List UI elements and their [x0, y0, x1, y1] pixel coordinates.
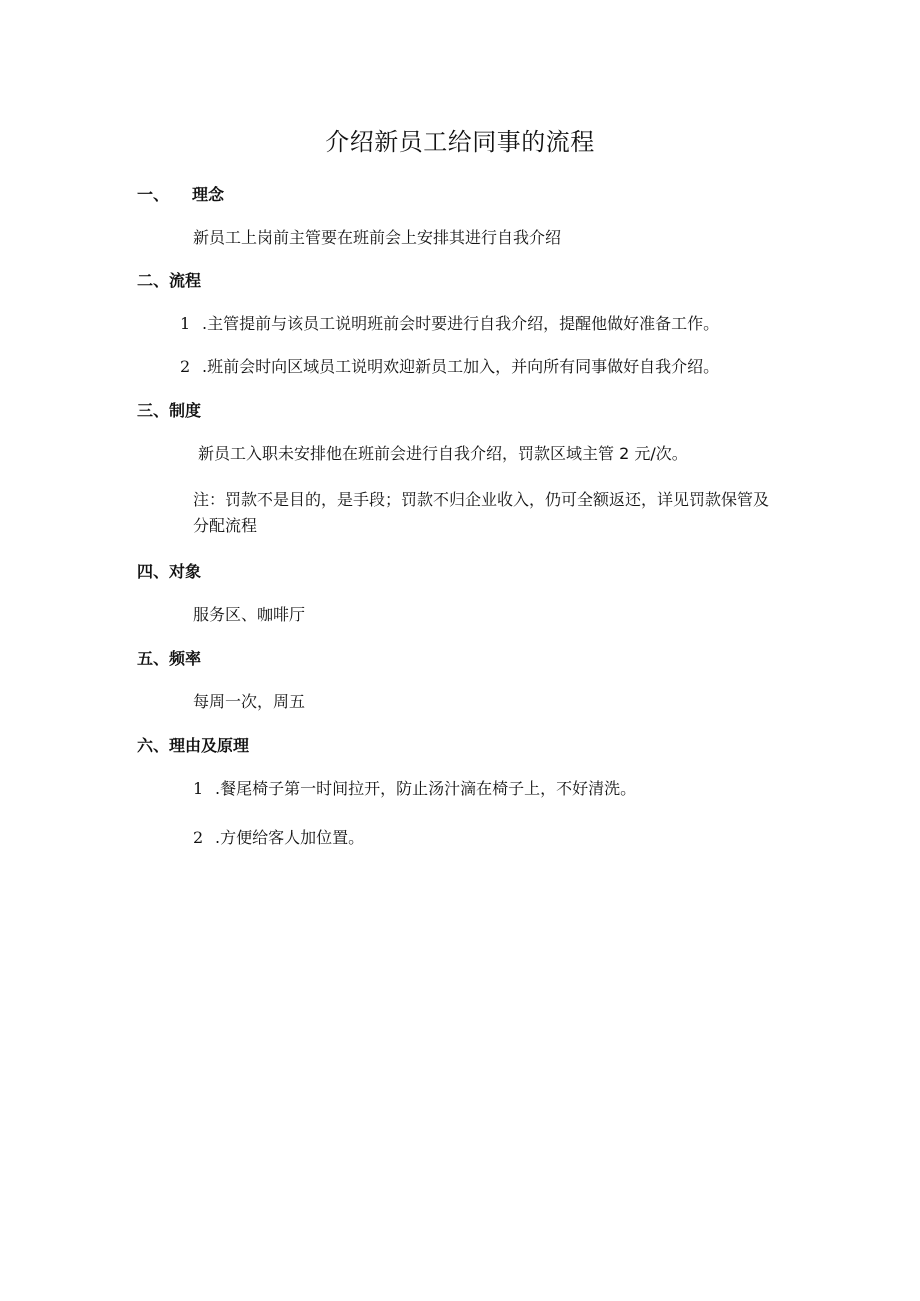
list-item-index: 2: [193, 828, 204, 847]
section-4-paragraph: 服务区、咖啡厅: [193, 605, 306, 624]
section-title: 频率: [169, 649, 202, 668]
section-number: 二、: [137, 271, 170, 290]
section-number: 三、: [137, 401, 170, 420]
section-heading-3: [137, 400, 201, 422]
section-title: 理由及原理: [169, 736, 250, 755]
page-title: 介绍新员工给同事的流程: [325, 128, 595, 156]
section-heading-2: [137, 270, 201, 292]
list-item-index: 2: [180, 357, 191, 376]
list-item-text: .餐尾椅子第一时间拉开，防止汤汁滴在椅子上，不好清洗。: [215, 779, 637, 798]
list-item-index: 1: [180, 314, 191, 333]
section-title: 对象: [169, 562, 202, 581]
section-title: 制度: [169, 401, 202, 420]
list-item: [193, 825, 364, 851]
section-3-paragraph: 新员工入职未安排他在班前会进行自我介绍，罚款区域主管 2 元/次。: [198, 444, 688, 463]
section-3-note: 注：罚款不是目的，是手段；罚款不归企业收入，仍可全额返还，详见罚款保管及分配流程: [193, 490, 770, 535]
section-number: 六、: [137, 736, 170, 755]
section-heading-6: [137, 735, 249, 757]
list-item-text: .主管提前与该员工说明班前会时要进行自我介绍，提醒他做好准备工作。: [202, 314, 720, 333]
section-number: 四、: [137, 562, 170, 581]
list-item: [193, 776, 636, 802]
section-5-paragraph: 每周一次，周五: [193, 692, 306, 711]
section-heading-4: [137, 561, 201, 583]
section-title: 流程: [169, 271, 202, 290]
list-item-text: .方便给客人加位置。: [215, 828, 365, 847]
section-number: 一、: [137, 185, 170, 204]
section-number: 五、: [137, 649, 170, 668]
list-item: [180, 354, 719, 380]
section-heading-5: [137, 648, 201, 670]
section-1-paragraph: 新员工上岗前主管要在班前会上安排其进行自我介绍: [193, 228, 562, 247]
list-item-index: 1: [193, 779, 204, 798]
list-item: [180, 311, 719, 337]
section-title: 理念: [192, 185, 225, 204]
section-heading-1: [137, 184, 224, 206]
list-item-text: .班前会时向区域员工说明欢迎新员工加入，并向所有同事做好自我介绍。: [202, 357, 720, 376]
